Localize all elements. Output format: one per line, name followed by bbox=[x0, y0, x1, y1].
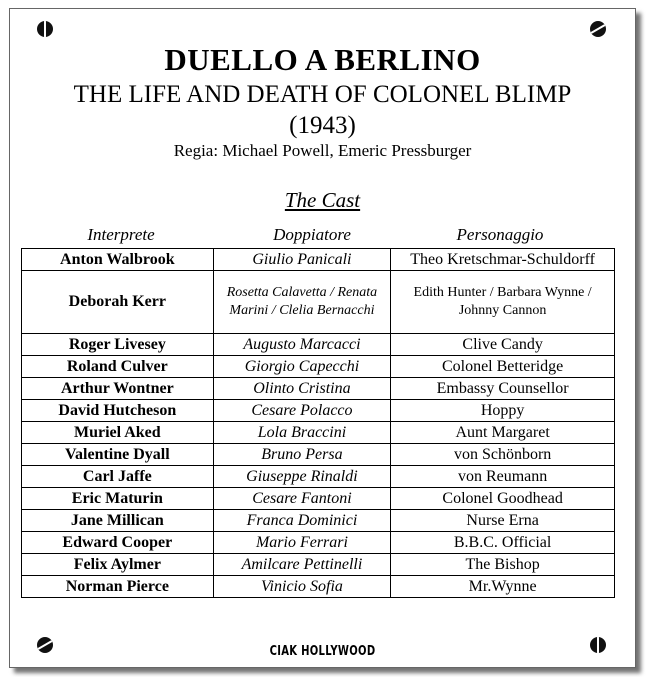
cast-role: von Reumann bbox=[391, 466, 615, 488]
table-row bbox=[22, 554, 615, 576]
cast-role: Mr.Wynne bbox=[391, 576, 615, 598]
screw-top-right-icon bbox=[590, 21, 606, 37]
cast-role: Clive Candy bbox=[391, 334, 615, 356]
table-row bbox=[22, 356, 615, 378]
cast-dubber: Rosetta Calavetta / Renata Marini / Clelia Bernacchi bbox=[213, 271, 391, 334]
table-row bbox=[22, 422, 615, 444]
cast-dubber: Mario Ferrari bbox=[213, 532, 391, 554]
cast-actor: Valentine Dyall bbox=[22, 444, 214, 466]
brand-logo: CIAK HOLLYWOOD bbox=[269, 644, 376, 659]
cast-actor: Arthur Wontner bbox=[22, 378, 214, 400]
table-row bbox=[22, 400, 615, 422]
cast-actor: Anton Walbrook bbox=[22, 249, 214, 271]
cast-dubber: Cesare Fantoni bbox=[213, 488, 391, 510]
cast-actor: Deborah Kerr bbox=[22, 271, 214, 334]
cast-dubber: Bruno Persa bbox=[213, 444, 391, 466]
cast-dubber: Giuseppe Rinaldi bbox=[213, 466, 391, 488]
cast-dubber: Lola Braccini bbox=[213, 422, 391, 444]
cast-actor: Edward Cooper bbox=[22, 532, 214, 554]
cast-dubber: Amilcare Pettinelli bbox=[213, 554, 391, 576]
cast-role: Embassy Counsellor bbox=[391, 378, 615, 400]
release-year: (1943) bbox=[289, 112, 356, 139]
cast-role: Hoppy bbox=[391, 400, 615, 422]
cast-role: Colonel Betteridge bbox=[391, 356, 615, 378]
table-row bbox=[22, 510, 615, 532]
cast-role: von Schönborn bbox=[391, 444, 615, 466]
table-row bbox=[22, 444, 615, 466]
cast-role: Theo Kretschmar-Schuldorff bbox=[391, 249, 615, 271]
plaque bbox=[9, 8, 636, 668]
cast-dubber: Franca Dominici bbox=[213, 510, 391, 532]
cast-actor: Roger Livesey bbox=[22, 334, 214, 356]
cast-table bbox=[21, 248, 615, 598]
cast-actor: Norman Pierce bbox=[22, 576, 214, 598]
film-title: DUELLO A BERLINO bbox=[164, 42, 481, 77]
screw-top-left-icon bbox=[37, 21, 53, 37]
cast-dubber: Vinicio Sofia bbox=[213, 576, 391, 598]
cast-actor: Muriel Aked bbox=[22, 422, 214, 444]
cast-actor: Jane Millican bbox=[22, 510, 214, 532]
table-row bbox=[22, 249, 615, 271]
director-credit: Regia: Michael Powell, Emeric Pressburger bbox=[173, 141, 472, 160]
cast-role: B.B.C. Official bbox=[391, 532, 615, 554]
cast-dubber: Augusto Marcacci bbox=[213, 334, 391, 356]
table-row bbox=[22, 488, 615, 510]
table-row bbox=[22, 532, 615, 554]
cast-role: Aunt Margaret bbox=[391, 422, 615, 444]
cast-heading: The Cast bbox=[284, 188, 361, 212]
table-row bbox=[22, 466, 615, 488]
cast-actor: Roland Culver bbox=[22, 356, 214, 378]
cast-dubber: Olinto Cristina bbox=[213, 378, 391, 400]
cast-dubber: Giulio Panicali bbox=[213, 249, 391, 271]
table-row bbox=[22, 378, 615, 400]
cast-role: Colonel Goodhead bbox=[391, 488, 615, 510]
cast-role: Nurse Erna bbox=[391, 510, 615, 532]
table-row bbox=[22, 334, 615, 356]
column-header-dubber: Doppiatore bbox=[273, 225, 351, 244]
table-row bbox=[22, 271, 615, 334]
cast-dubber: Giorgio Capecchi bbox=[213, 356, 391, 378]
cast-role: Edith Hunter / Barbara Wynne / Johnny Cannon bbox=[391, 271, 615, 334]
original-title: THE LIFE AND DEATH OF COLONEL BLIMP bbox=[73, 81, 572, 108]
cast-actor: Eric Maturin bbox=[22, 488, 214, 510]
column-header-actor: Interprete bbox=[87, 225, 155, 244]
cast-actor: David Hutcheson bbox=[22, 400, 214, 422]
cast-actor: Carl Jaffe bbox=[22, 466, 214, 488]
column-header-role: Personaggio bbox=[456, 225, 544, 244]
cast-dubber: Cesare Polacco bbox=[213, 400, 391, 422]
cast-actor: Felix Aylmer bbox=[22, 554, 214, 576]
table-row bbox=[22, 576, 615, 598]
cast-role: The Bishop bbox=[391, 554, 615, 576]
